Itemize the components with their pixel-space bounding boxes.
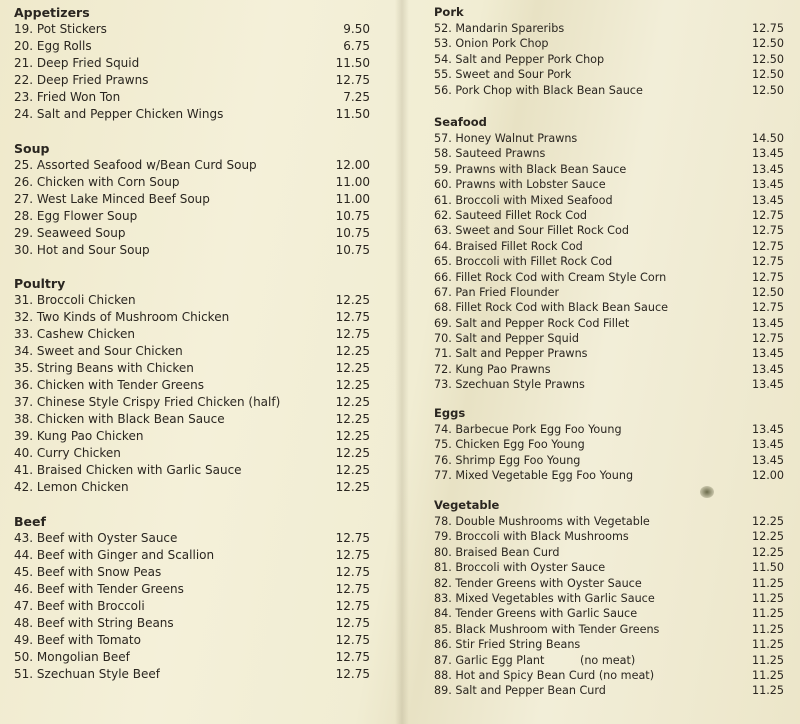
menu-item bbox=[434, 193, 784, 208]
menu-item-price: 9.50 bbox=[343, 22, 370, 36]
menu-item bbox=[14, 666, 370, 683]
menu-item bbox=[434, 52, 784, 67]
menu-item bbox=[434, 162, 784, 177]
menu-item-price: 12.25 bbox=[335, 378, 370, 392]
menu-item-name: 69. Salt and Pepper Rock Cod Fillet bbox=[434, 316, 630, 330]
menu-item-price: 11.50 bbox=[335, 56, 370, 70]
menu-item-name: 73. Szechuan Style Prawns bbox=[434, 378, 585, 392]
menu-item-price: 13.45 bbox=[751, 378, 784, 392]
menu-item-price: 12.25 bbox=[335, 446, 370, 460]
menu-item-price: 11.25 bbox=[751, 607, 784, 621]
menu-item-name: 36. Chicken with Tender Greens bbox=[14, 378, 205, 392]
menu-item bbox=[14, 174, 370, 191]
menu-item-price: 12.75 bbox=[335, 531, 370, 545]
menu-item bbox=[14, 309, 370, 326]
menu-item-price: 12.75 bbox=[335, 599, 370, 613]
menu-item-name: 22. Deep Fried Prawns bbox=[14, 73, 149, 87]
menu-item-name: 83. Mixed Vegetables with Garlic Sauce bbox=[434, 591, 655, 605]
menu-item bbox=[434, 254, 784, 269]
menu-item-price: 13.45 bbox=[751, 147, 784, 161]
menu-item-price: 14.50 bbox=[751, 132, 784, 145]
section-heading: Poultry bbox=[14, 276, 66, 291]
menu-item bbox=[14, 411, 370, 428]
menu-item-name: 52. Mandarin Spareribs bbox=[434, 22, 565, 35]
menu-item-price: 11.00 bbox=[335, 175, 370, 189]
menu-item-name: 43. Beef with Oyster Sauce bbox=[14, 531, 178, 545]
menu-item bbox=[434, 67, 784, 82]
menu-item-name: 71. Salt and Pepper Prawns bbox=[434, 347, 588, 361]
menu-item bbox=[14, 462, 370, 479]
menu-item-price: 12.75 bbox=[335, 73, 370, 87]
menu-item-name: 58. Sauteed Prawns bbox=[434, 147, 546, 161]
menu-item-name: 55. Sweet and Sour Pork bbox=[434, 68, 572, 82]
menu-item-price: 11.25 bbox=[751, 684, 784, 698]
menu-item-price: 12.25 bbox=[751, 530, 784, 544]
menu-item bbox=[14, 191, 370, 208]
menu-item bbox=[434, 300, 784, 315]
section-heading: Appetizers bbox=[14, 5, 90, 20]
menu-item-name: 47. Beef with Broccoli bbox=[14, 599, 145, 613]
menu-item-name: 19. Pot Stickers bbox=[14, 22, 107, 36]
menu-item-price: 13.45 bbox=[751, 193, 784, 207]
menu-item-name: 20. Egg Rolls bbox=[14, 39, 92, 53]
menu-item-name: 88. Hot and Spicy Bean Curd (no meat) bbox=[434, 668, 655, 682]
menu-item bbox=[434, 437, 784, 452]
menu-item bbox=[14, 445, 370, 462]
menu-item-price: 12.75 bbox=[335, 548, 370, 562]
section-heading: Pork bbox=[434, 5, 464, 19]
menu-item bbox=[14, 292, 370, 309]
menu-item-price: 12.25 bbox=[335, 395, 370, 409]
menu-item-price: 12.00 bbox=[751, 469, 784, 483]
menu-item-price: 12.75 bbox=[335, 327, 370, 341]
menu-section bbox=[14, 275, 370, 496]
menu-item bbox=[434, 560, 784, 575]
menu-item-name: 84. Tender Greens with Garlic Sauce bbox=[434, 607, 638, 621]
menu-item-name: 89. Salt and Pepper Bean Curd bbox=[434, 684, 606, 698]
menu-item bbox=[434, 637, 784, 652]
menu-item-name: 53. Onion Pork Chop bbox=[434, 37, 549, 51]
menu-item bbox=[434, 422, 784, 437]
menu-item bbox=[434, 514, 784, 529]
menu-item-name: 56. Pork Chop with Black Bean Sauce bbox=[434, 83, 643, 97]
menu-item-price: 13.45 bbox=[751, 347, 784, 361]
menu-item bbox=[434, 576, 784, 591]
menu-item bbox=[434, 21, 784, 36]
menu-item-price: 12.75 bbox=[335, 565, 370, 579]
menu-item-price: 12.75 bbox=[335, 616, 370, 630]
menu-item-price: 12.75 bbox=[751, 270, 784, 284]
menu-item bbox=[434, 683, 784, 698]
menu-item-name: 42. Lemon Chicken bbox=[14, 480, 129, 494]
menu-item-price: 7.25 bbox=[343, 90, 370, 104]
menu-item bbox=[14, 225, 370, 242]
menu-item-name: 34. Sweet and Sour Chicken bbox=[14, 344, 183, 358]
menu-item-price: 12.75 bbox=[751, 255, 784, 269]
menu-item-price: 12.75 bbox=[335, 650, 370, 664]
menu-item-price: 13.45 bbox=[751, 316, 784, 330]
menu-item-name: 50. Mongolian Beef bbox=[14, 650, 130, 664]
menu-item-price: 12.75 bbox=[335, 582, 370, 596]
menu-item bbox=[14, 72, 370, 89]
menu-item-name: 72. Kung Pao Prawns bbox=[434, 362, 551, 376]
menu-item bbox=[434, 239, 784, 254]
menu-item-name: 29. Seaweed Soup bbox=[14, 226, 126, 240]
menu-item-name: 51. Szechuan Style Beef bbox=[14, 667, 160, 681]
section-heading: Vegetable bbox=[434, 498, 500, 512]
menu-item-price: 12.75 bbox=[751, 301, 784, 315]
menu-item bbox=[434, 131, 784, 146]
menu-item-price: 13.45 bbox=[751, 162, 784, 176]
menu-item-name: 61. Broccoli with Mixed Seafood bbox=[434, 193, 613, 207]
menu-item-name: 40. Curry Chicken bbox=[14, 446, 121, 460]
menu-section bbox=[14, 513, 370, 683]
menu-item-name: 82. Tender Greens with Oyster Sauce bbox=[434, 576, 642, 590]
menu-item-price: 12.00 bbox=[335, 158, 370, 172]
page-fold bbox=[395, 0, 409, 724]
menu-item-price: 11.50 bbox=[751, 561, 784, 575]
menu-item-price: 11.25 bbox=[751, 591, 784, 605]
menu-item-price: 12.25 bbox=[335, 293, 370, 307]
menu-item-price: 12.25 bbox=[751, 515, 784, 528]
menu-item-price: 12.50 bbox=[751, 37, 784, 51]
menu-item-name: 85. Black Mushroom with Tender Greens bbox=[434, 622, 660, 636]
menu-item-name: 46. Beef with Tender Greens bbox=[14, 582, 184, 596]
menu-item-name: 54. Salt and Pepper Pork Chop bbox=[434, 52, 605, 66]
menu-item-name: 31. Broccoli Chicken bbox=[14, 293, 136, 307]
menu-item-price: 12.75 bbox=[751, 208, 784, 222]
section-heading: Beef bbox=[14, 514, 46, 529]
menu-item-name: 59. Prawns with Black Bean Sauce bbox=[434, 162, 627, 176]
menu-item-price: 12.75 bbox=[751, 22, 784, 35]
menu-item bbox=[434, 146, 784, 161]
menu-item bbox=[434, 346, 784, 361]
menu-item bbox=[14, 38, 370, 55]
menu-item-name: 81. Broccoli with Oyster Sauce bbox=[434, 561, 606, 575]
menu-item-name: 62. Sauteed Fillet Rock Cod bbox=[434, 208, 588, 222]
menu-item-price: 13.45 bbox=[751, 178, 784, 192]
menu-item bbox=[14, 360, 370, 377]
menu-item bbox=[14, 547, 370, 564]
menu-item-name: 78. Double Mushrooms with Vegetable bbox=[434, 515, 650, 528]
menu-item-name: 76. Shrimp Egg Foo Young bbox=[434, 453, 581, 467]
menu-item-name: 86. Stir Fried String Beans bbox=[434, 638, 581, 652]
menu-item bbox=[434, 285, 784, 300]
menu-item-name: 60. Prawns with Lobster Sauce bbox=[434, 178, 606, 192]
menu-item-name: 33. Cashew Chicken bbox=[14, 327, 135, 341]
menu-item-price: 12.25 bbox=[335, 480, 370, 494]
menu-item bbox=[434, 36, 784, 51]
menu-item bbox=[434, 208, 784, 223]
menu-item-price: 11.25 bbox=[751, 668, 784, 682]
menu-item-name: 21. Deep Fried Squid bbox=[14, 56, 140, 70]
menu-item bbox=[14, 394, 370, 411]
menu-item-price: 12.75 bbox=[335, 633, 370, 647]
menu-item bbox=[434, 331, 784, 346]
menu-item bbox=[14, 377, 370, 394]
menu-section bbox=[434, 405, 784, 484]
menu-section bbox=[14, 4, 370, 123]
menu-item-name: 25. Assorted Seafood w/Bean Curd Soup bbox=[14, 158, 257, 172]
menu-item-price: 6.75 bbox=[343, 39, 370, 53]
menu-item-name: 63. Sweet and Sour Fillet Rock Cod bbox=[434, 224, 629, 238]
menu-item-price: 12.50 bbox=[751, 52, 784, 66]
menu-item-price: 12.75 bbox=[335, 310, 370, 324]
menu-item bbox=[434, 223, 784, 238]
menu-item-price: 13.45 bbox=[751, 423, 784, 436]
menu-item-name: 23. Fried Won Ton bbox=[14, 90, 121, 104]
menu-item-price: 12.25 bbox=[335, 412, 370, 426]
menu-item bbox=[434, 668, 784, 683]
menu-item-price: 12.75 bbox=[751, 224, 784, 238]
menu-item-name: 67. Pan Fried Flounder bbox=[434, 285, 560, 299]
menu-item-name: 35. String Beans with Chicken bbox=[14, 361, 194, 375]
menu-item-price: 12.50 bbox=[751, 83, 784, 97]
menu-item-name: 66. Fillet Rock Cod with Cream Style Corn bbox=[434, 270, 667, 284]
menu-section bbox=[434, 4, 784, 98]
menu-item bbox=[434, 545, 784, 560]
menu-item-name: 32. Two Kinds of Mushroom Chicken bbox=[14, 310, 230, 324]
menu-item-name: 26. Chicken with Corn Soup bbox=[14, 175, 180, 189]
menu-item bbox=[434, 622, 784, 637]
menu-item-price: 11.50 bbox=[335, 107, 370, 121]
menu-item-name: 37. Chinese Style Crispy Fried Chicken (half) bbox=[14, 395, 281, 409]
menu-item-name: 75. Chicken Egg Foo Young bbox=[434, 438, 585, 452]
menu-item bbox=[14, 428, 370, 445]
menu-item bbox=[434, 591, 784, 606]
menu-item-price: 11.25 bbox=[751, 653, 784, 667]
menu-item bbox=[14, 479, 370, 496]
menu-item bbox=[434, 270, 784, 285]
menu-item-price: 10.75 bbox=[335, 243, 370, 257]
menu-item bbox=[434, 377, 784, 392]
menu-item-name: 87. Garlic Egg Plant (no meat) bbox=[434, 653, 636, 667]
menu-item bbox=[434, 529, 784, 544]
menu-item-name: 39. Kung Pao Chicken bbox=[14, 429, 144, 443]
menu-item-price: 13.45 bbox=[751, 453, 784, 467]
menu-item bbox=[14, 615, 370, 632]
menu-item-name: 44. Beef with Ginger and Scallion bbox=[14, 548, 215, 562]
menu-item-name: 70. Salt and Pepper Squid bbox=[434, 332, 579, 346]
menu-item bbox=[14, 632, 370, 649]
menu-item-price: 11.00 bbox=[335, 192, 370, 206]
menu-item bbox=[434, 653, 784, 668]
menu-item bbox=[14, 649, 370, 666]
menu-item-name: 57. Honey Walnut Prawns bbox=[434, 132, 578, 145]
menu-item-price: 12.50 bbox=[751, 68, 784, 82]
menu-item-name: 77. Mixed Vegetable Egg Foo Young bbox=[434, 469, 634, 483]
menu-item-name: 28. Egg Flower Soup bbox=[14, 209, 138, 223]
menu-section bbox=[14, 140, 370, 259]
menu-item bbox=[14, 242, 370, 259]
menu-item-price: 10.75 bbox=[335, 209, 370, 223]
menu-item-name: 27. West Lake Minced Beef Soup bbox=[14, 192, 210, 206]
menu-item bbox=[14, 564, 370, 581]
menu-section bbox=[434, 114, 784, 393]
menu-item-price: 11.25 bbox=[751, 622, 784, 636]
menu-item-name: 68. Fillet Rock Cod with Black Bean Sauce bbox=[434, 301, 668, 315]
menu-item-price: 11.25 bbox=[751, 638, 784, 652]
menu-item-price: 12.75 bbox=[335, 667, 370, 681]
menu-item bbox=[14, 208, 370, 225]
menu-item-name: 48. Beef with String Beans bbox=[14, 616, 174, 630]
menu-item-name: 38. Chicken with Black Bean Sauce bbox=[14, 412, 225, 426]
menu-item bbox=[434, 316, 784, 331]
menu-item bbox=[434, 468, 784, 483]
menu-item-name: 65. Broccoli with Fillet Rock Cod bbox=[434, 255, 613, 269]
menu-item bbox=[14, 598, 370, 615]
menu-item-price: 13.45 bbox=[751, 362, 784, 376]
section-heading: Soup bbox=[14, 141, 50, 156]
menu-item bbox=[14, 343, 370, 360]
menu-item-price: 12.75 bbox=[751, 332, 784, 346]
menu-item-price: 12.25 bbox=[335, 463, 370, 477]
menu-item bbox=[14, 21, 370, 38]
menu-item bbox=[14, 89, 370, 106]
menu-item bbox=[434, 362, 784, 377]
menu-item-name: 41. Braised Chicken with Garlic Sauce bbox=[14, 463, 242, 477]
menu-item bbox=[434, 606, 784, 621]
menu-item bbox=[434, 453, 784, 468]
menu-item-price: 12.75 bbox=[751, 239, 784, 253]
menu-item-price: 12.25 bbox=[335, 429, 370, 443]
menu-item-name: 24. Salt and Pepper Chicken Wings bbox=[14, 107, 224, 121]
menu-item-name: 74. Barbecue Pork Egg Foo Young bbox=[434, 423, 622, 436]
menu-item bbox=[14, 157, 370, 174]
menu-item bbox=[14, 326, 370, 343]
menu-section bbox=[434, 497, 784, 699]
menu-item bbox=[14, 530, 370, 547]
menu-item-price: 12.50 bbox=[751, 285, 784, 299]
menu-item bbox=[14, 581, 370, 598]
menu-item-name: 45. Beef with Snow Peas bbox=[14, 565, 162, 579]
menu-item-name: 30. Hot and Sour Soup bbox=[14, 243, 150, 257]
menu-item-price: 13.45 bbox=[751, 438, 784, 452]
section-heading: Seafood bbox=[434, 115, 487, 129]
menu-item-price: 11.25 bbox=[751, 576, 784, 590]
menu-item bbox=[434, 177, 784, 192]
menu-item bbox=[434, 83, 784, 98]
menu-item-price: 12.25 bbox=[335, 344, 370, 358]
menu-item-price: 10.75 bbox=[335, 226, 370, 240]
menu-item-name: 80. Braised Bean Curd bbox=[434, 545, 560, 559]
menu-item bbox=[14, 106, 370, 123]
menu-item-name: 79. Broccoli with Black Mushrooms bbox=[434, 530, 629, 544]
menu-item-price: 12.25 bbox=[335, 361, 370, 375]
menu-item-price: 12.25 bbox=[751, 545, 784, 559]
menu-item-name: 49. Beef with Tomato bbox=[14, 633, 141, 647]
menu-item-name: 64. Braised Fillet Rock Cod bbox=[434, 239, 583, 253]
menu-item bbox=[14, 55, 370, 72]
section-heading: Eggs bbox=[434, 406, 466, 420]
